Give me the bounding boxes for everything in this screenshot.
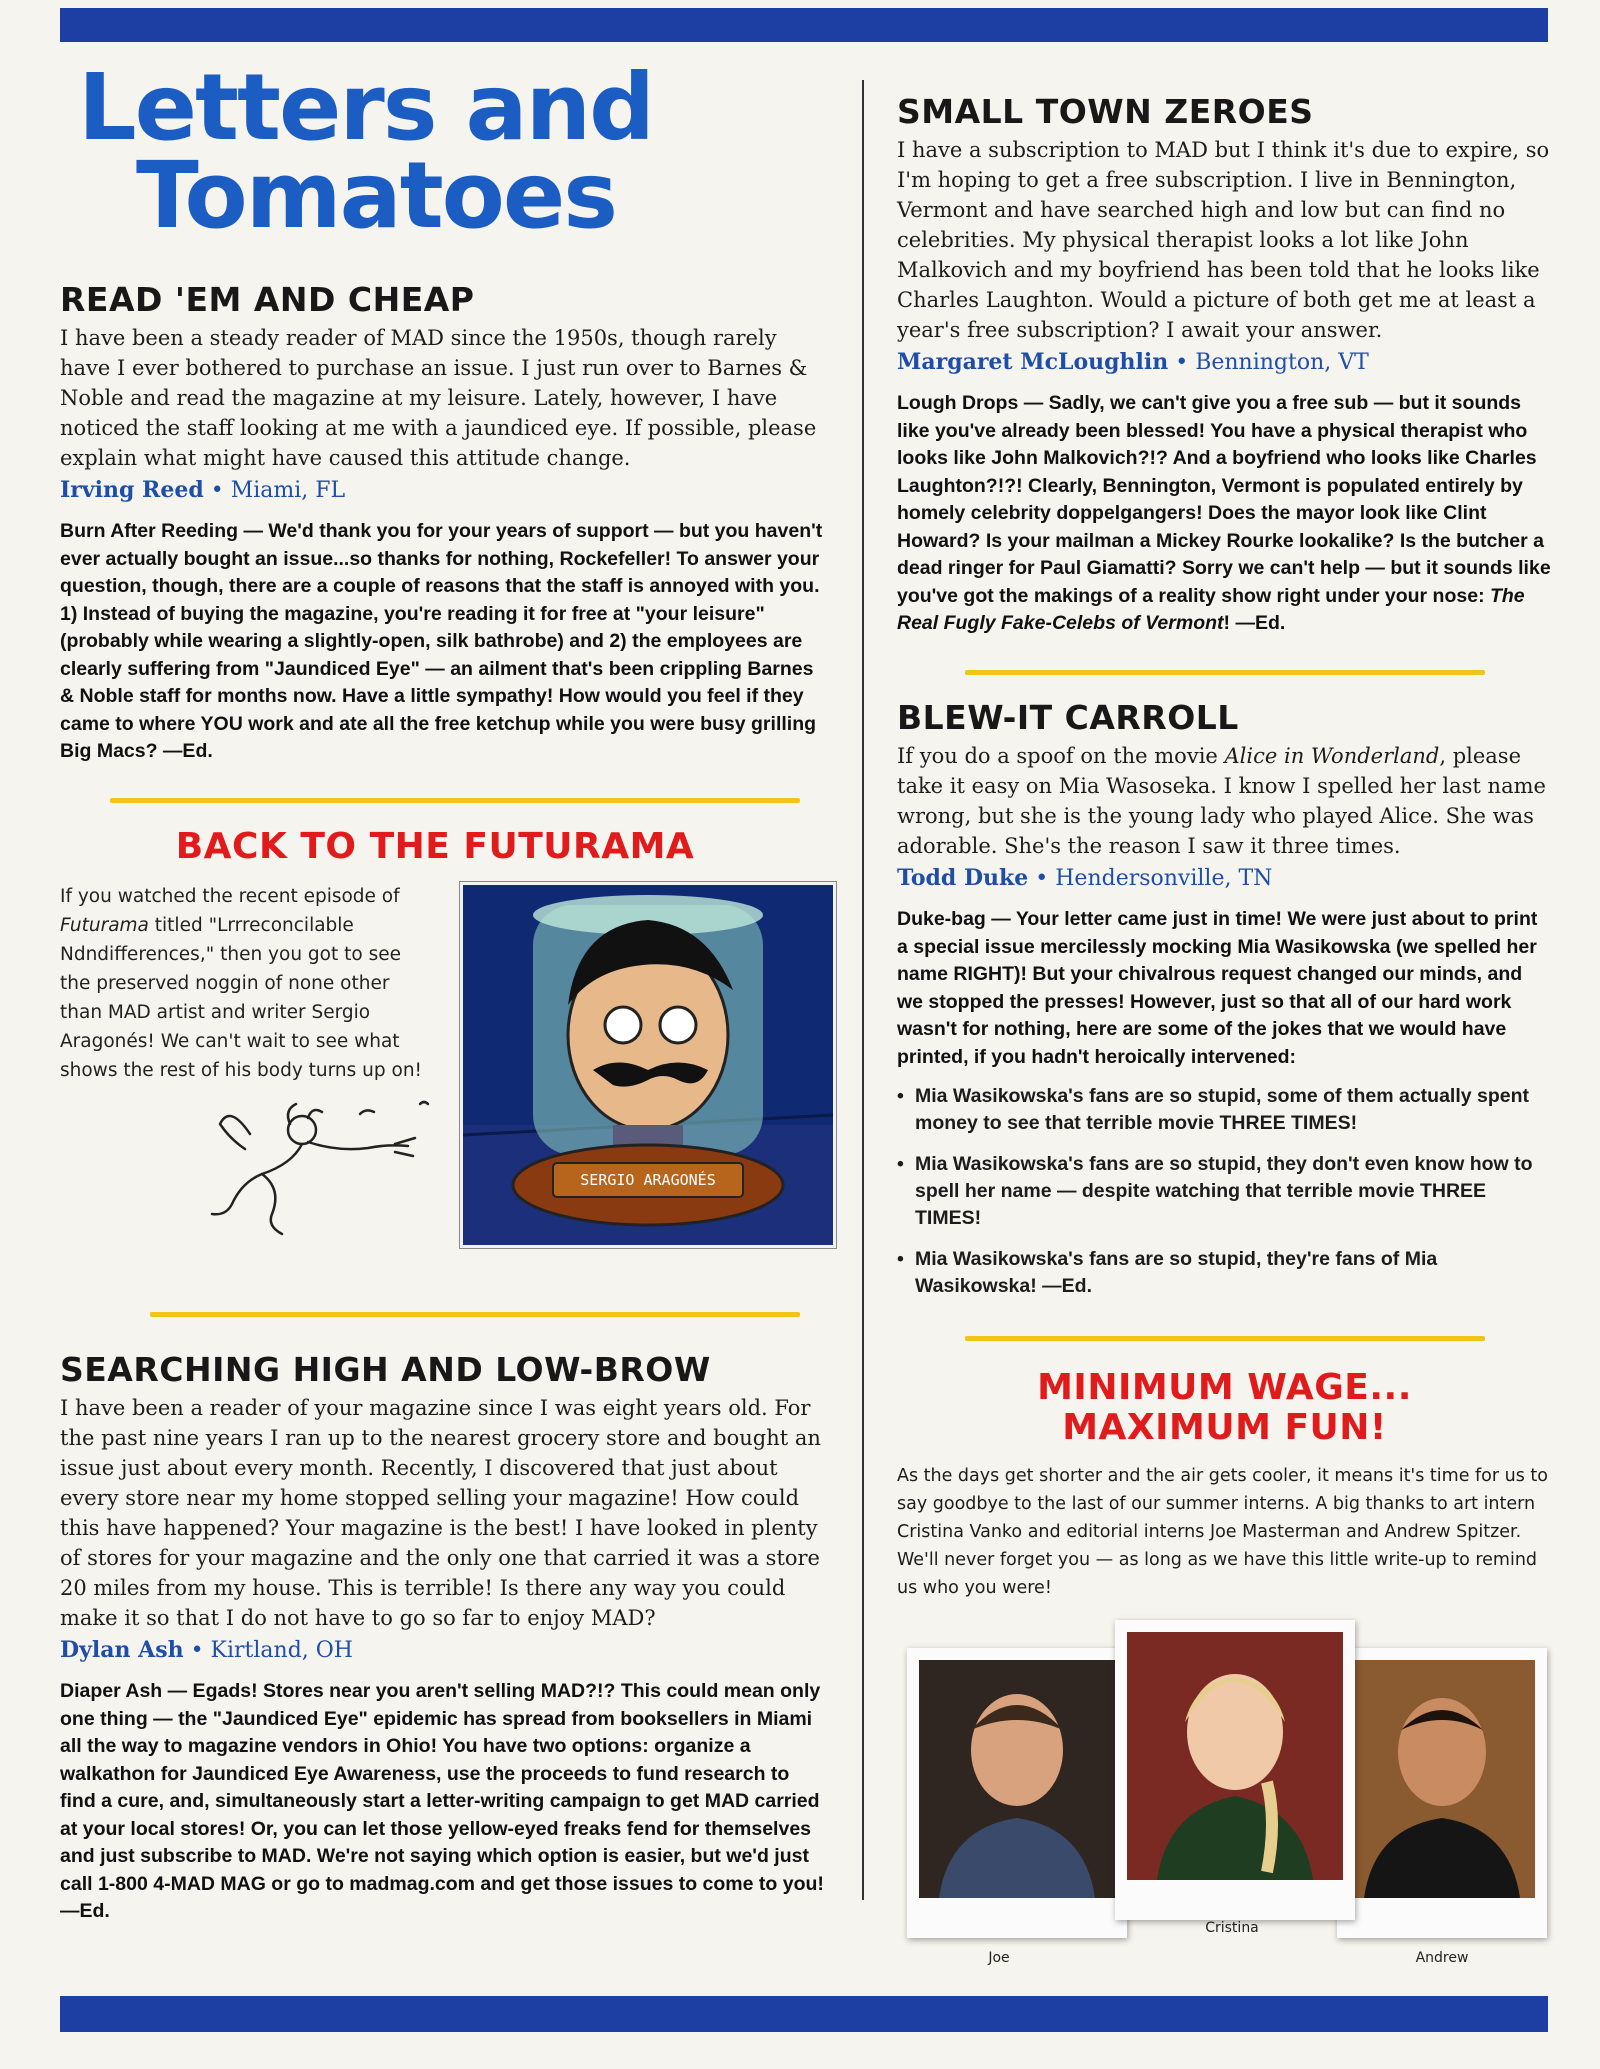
author-name: Dylan Ash [60, 1637, 184, 1663]
editor-reply: Burn After Reeding — We'd thank you for your years of support — but you haven't ever actually bought an issue...so thanks for nothing, Rockefeller! To answer your question, though, there are a couple of reasons that the staff is annoyed with you. 1) Instead of buying the magazine, you're reading it for free at "your leisure" (probably while wearing a slightly-open, silk bathrobe) and 2) the employees are clearly suffering from "Jaundiced Eye" — an ailment that's been crippling Barnes & Noble staff for months now. Have a little sympathy! How would you feel if they came to where YOU work and ate all the free ketchup while you were busy grilling Big Macs? —Ed. [60, 520, 823, 762]
letter-signature: Margaret McLoughlin • Bennington, VT [897, 349, 1369, 375]
editor-reply: Diaper Ash — Egads! Stores near you aren't selling MAD?!? This could mean only one thing — the "Jaundiced Eye" epidemic has spread from booksellers in Miami all the way to magazine vendors in Ohio! You have two options: organize a walkathon for Jaundiced Eye Awareness, use the proceeds to fund research to find a cure, and, simultaneously start a letter-writing campaign to get MAD carried at your local stores! Or, you can let those yellow-eyed freaks fend for themselves and just subscribe to MAD. We're not saying which option is easier, but we'd just call 1-800 4-MAD MAG or go to madmag.com and get those issues to come to you! —Ed. [60, 1680, 824, 1922]
section-divider [965, 1336, 1485, 1341]
section-divider [965, 670, 1485, 675]
plaque-label: SERGIO ARAGONÉS [580, 1171, 716, 1189]
section-divider [110, 798, 800, 803]
author-name: Irving Reed [60, 477, 204, 503]
person-icon [1127, 1632, 1343, 1880]
futurama-text: If you watched the recent episode of Futurama titled "Lrrreconcilable Ndndifferences," then you got to see the preserved noggin of none other than MAD artist and writer Sergio Aragonés! We can't wait to see what shows the rest of his body turns up on! [60, 886, 422, 1081]
page-title-line1: Letters and [78, 54, 653, 161]
letter-read-em-and-cheap [60, 280, 830, 766]
letter-body: If you do a spoof on the movie Alice in Wonderland, please take it easy on Mia Wasoseka. I know I spelled her last name wrong, but she is the young lady who played Alice. She was adorable. She's the reason I saw it three times. [897, 744, 1546, 858]
letter-body: I have a subscription to MAD but I think it's due to expire, so I'm hoping to get a free subscription. I live in Bennington, Vermont and have searched high and low but can find no celebrities. My physical therapist looks a lot like John Malkovich and my boyfriend has been told that he looks like Charles Laughton. Would a picture of both get me at least a year's free subscription? I await your answer. [897, 138, 1550, 342]
editor-reply: Duke-bag — Your letter came just in time! We were just about to print a special issue mercilessly mocking Mia Wasikowska (we spelled her name RIGHT)! But your chivalrous request changed our minds, and we stopped the presses! However, just so that all of our hard work wasn't for nothing, here are some of the jokes that we would have printed, if you hadn't heroically intervened: [897, 908, 1538, 1068]
letter-heading: BLEW-IT CARROLL [897, 698, 1239, 737]
column-divider [862, 80, 864, 1900]
letter-small-town-zeroes [897, 92, 1552, 638]
list-item: • Mia Wasikowska's fans are so stupid, they don't even know how to spell her name — despite watching that terrible movie THREE TIMES! [897, 1151, 1552, 1232]
bottom-color-bar [60, 1996, 1548, 2032]
letter-blew-it-carroll [897, 698, 1552, 1314]
editor-reply: Lough Drops — Sadly, we can't give you a free sub — but it sounds like you've already been blessed! You have a physical therapist who looks like John Malkovich?!? And a boyfriend who looks like Charles Laughton?!?! Clearly, Bennington, Vermont is populated entirely by homely celebrity doppelgangers! Does the mayor look like Clint Howard? Is your mailman a Mickey Rourke lookalike? Is the butcher a dead ringer for Paul Giamatti? Sorry we can't help — but it sounds like you've got the makings of a reality show right under your nose: The Real Fugly Fake-Celebs of Vermont! —Ed. [897, 392, 1551, 634]
letter-body: I have been a steady reader of MAD since the 1950s, though rarely have I ever bothered to purchase an issue. I just run over to Barnes & Noble and read the magazine at my leisure. Lately, however, I have noticed the staff looking at me with a jaundiced eye. If possible, please explain what might have caused this attitude change. [60, 326, 817, 470]
intern-photo-joe [907, 1648, 1127, 1938]
futurama-image [460, 882, 836, 1248]
person-icon [1349, 1660, 1535, 1898]
interns-text: As the days get shorter and the air gets cooler, it means it's time for us to say goodbye to the last of our summer interns. A big thanks to art intern Cristina Vanko and editorial interns Joe Masterman and Andrew Spitzer. We'll never forget you — as long as we have this little write-up to remind us who you were! [897, 1466, 1548, 1598]
list-item: • Mia Wasikowska's fans are so stupid, some of them actually spent money to see that terrible movie THREE TIMES! [897, 1083, 1552, 1137]
list-item: • Mia Wasikowska's fans are so stupid, they're fans of Mia Wasikowska! —Ed. [897, 1246, 1552, 1300]
letter-searching-high [60, 1350, 830, 1926]
author-location: Bennington, VT [1195, 350, 1369, 375]
top-color-bar [60, 8, 1548, 42]
author-location: Miami, FL [230, 478, 346, 503]
letter-signature: Irving Reed • Miami, FL [60, 477, 346, 503]
aragones-sketch-icon [190, 1094, 430, 1244]
page-title-line2: Tomatoes [136, 142, 617, 249]
intern-photo-andrew [1337, 1648, 1547, 1938]
jokes-list [897, 1083, 1552, 1300]
intern-photo-cristina [1115, 1620, 1355, 1920]
letter-heading: SMALL TOWN ZEROES [897, 92, 1314, 131]
letter-heading: SEARCHING HIGH AND LOW-BROW [60, 1350, 711, 1389]
futurama-heading: BACK TO THE FUTURAMA [175, 826, 695, 867]
author-location: Hendersonville, TN [1055, 866, 1273, 891]
caption-andrew: Andrew [1415, 1950, 1469, 1966]
section-divider [150, 1312, 800, 1317]
author-name: Todd Duke [897, 865, 1029, 891]
person-icon [919, 1660, 1115, 1898]
letter-signature: Dylan Ash • Kirtland, OH [60, 1637, 353, 1663]
interns-heading: MINIMUM WAGE... MAXIMUM FUN! [1037, 1367, 1412, 1448]
caption-cristina: Cristina [1205, 1920, 1259, 1936]
letter-signature: Todd Duke • Hendersonville, TN [897, 865, 1273, 891]
page-title [78, 54, 818, 249]
interns-section [897, 1368, 1552, 1602]
letter-heading: READ 'EM AND CHEAP [60, 280, 475, 319]
letter-body: I have been a reader of your magazine since I was eight years old. For the past nine years I ran up to the nearest grocery store and bought an issue just about every month. Recently, I discovered that just about every store near my home stopped selling your magazine! How could this have happened? Your magazine is the best! I have looked in plenty of stores for your magazine and the only one that carried it was a store 20 miles from my house. This is terrible! Is there any way you could make it so that I do not have to go so far to enjoy MAD? [60, 1396, 821, 1630]
author-location: Kirtland, OH [210, 1638, 353, 1663]
futurama-section [60, 826, 830, 1246]
author-name: Margaret McLoughlin [897, 349, 1169, 375]
caption-joe: Joe [988, 1950, 1010, 1966]
